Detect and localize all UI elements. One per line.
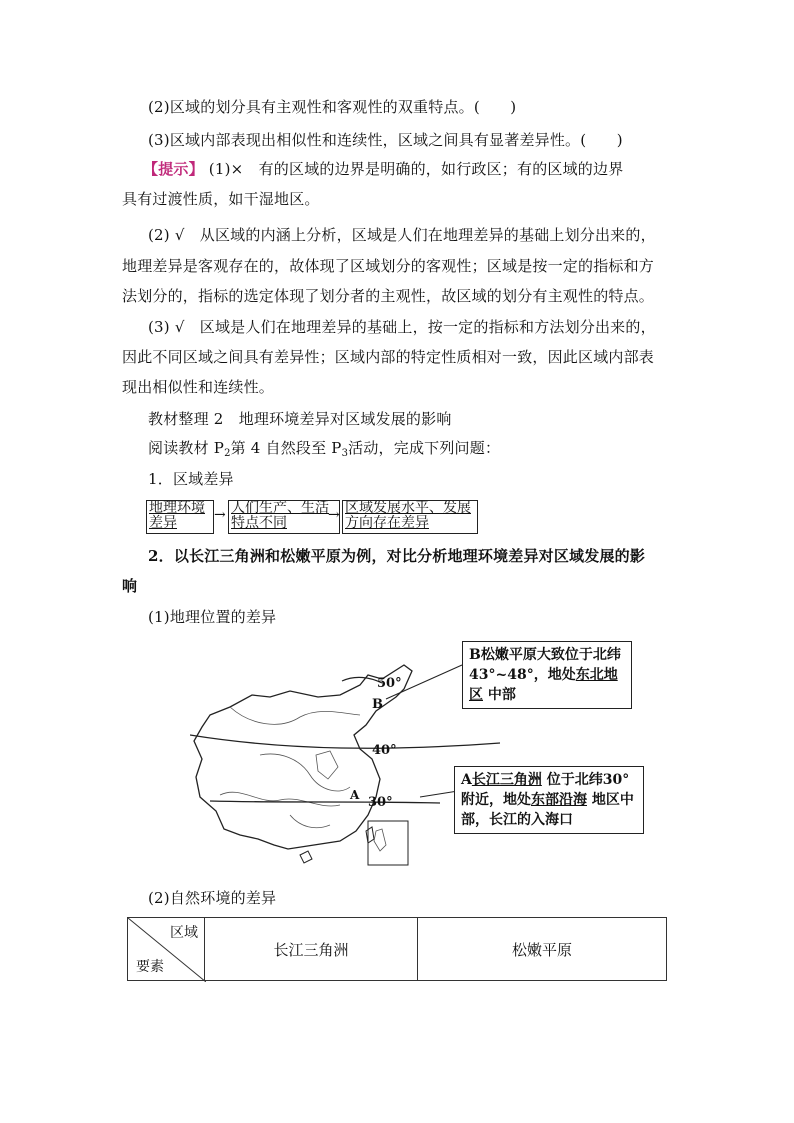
flow-box-environment: 地理环境差异 bbox=[146, 500, 214, 534]
marker-b-label: B bbox=[372, 697, 383, 712]
item-1-heading: 1．区域差异 bbox=[148, 470, 234, 488]
answer-2-line-3: 法划分的，指标的选定体现了划分者的主观性，故区域的划分有主观性的特点。 bbox=[122, 287, 655, 305]
answer-3-line-2: 因此不同区域之间具有差异性；区域内部的特定性质相对一致，因此区域内部表 bbox=[122, 348, 655, 366]
answer-1-line-2: 具有过渡性质，如干湿地区。 bbox=[122, 190, 320, 208]
latitude-40-label: 40° bbox=[372, 743, 397, 758]
answer-2-line-1: (2) √ 从区域的内涵上分析，区域是人们在地理差异的基础上划分出来的， bbox=[148, 226, 656, 244]
flow-arrow-1: → bbox=[214, 507, 226, 523]
question-3: (3)区域内部表现出相似性和连续性，区域之间具有显著差异性。( ) bbox=[148, 131, 623, 149]
latitude-50-label: 50° bbox=[377, 676, 402, 691]
latitude-30-label: 30° bbox=[368, 795, 393, 810]
callout-songnen-plain: B松嫩平原大致位于北纬43°~48°，地处东北地区 中部 bbox=[462, 641, 632, 709]
item-2-line-1: 2．以长江三角洲和松嫩平原为例，对比分析地理环境差异对区域发展的影 bbox=[148, 547, 646, 565]
answer-1-line-1 bbox=[143, 158, 623, 180]
table-corner-header bbox=[128, 918, 205, 981]
flow-box-development: 区域发展水平、发展方向存在差异 bbox=[342, 500, 478, 534]
answer-3-line-3: 现出相似性和连续性。 bbox=[122, 378, 275, 396]
section-heading: 教材整理 2 地理环境差异对区域发展的影响 bbox=[148, 410, 452, 428]
item-2-line-2: 响 bbox=[122, 577, 138, 595]
subheading-location: (1)地理位置的差异 bbox=[148, 608, 277, 626]
hint-tag: 【提示】 bbox=[143, 160, 204, 178]
flow-arrow-2: → bbox=[328, 507, 340, 523]
question-2: (2)区域的划分具有主观性和客观性的双重特点。( ) bbox=[148, 98, 517, 116]
comparison-table bbox=[127, 917, 667, 981]
flow-box-livelihood: 人们生产、生活特点不同 bbox=[228, 500, 340, 534]
corner-element-label: 要素 bbox=[136, 959, 164, 975]
corner-region-label: 区域 bbox=[170, 925, 198, 941]
answer-2-line-2: 地理差异是客观存在的，故体现了区域划分的客观性；区域是按一定的指标和方 bbox=[122, 257, 655, 275]
subheading-environment: (2)自然环境的差异 bbox=[148, 889, 277, 907]
answer-3-line-1: (3) √ 区域是人们在地理差异的基础上，按一定的指标和方法划分出来的， bbox=[148, 318, 656, 336]
table-header-yangtze-delta: 长江三角洲 bbox=[205, 918, 418, 981]
marker-a-label: A bbox=[350, 788, 360, 802]
table-header-songnen-plain: 松嫩平原 bbox=[418, 918, 667, 981]
callout-yangtze-delta: A长江三角洲 位于北纬30°附近，地处东部沿海 地区中部，长江的入海口 bbox=[454, 766, 644, 834]
reading-instruction: 阅读教材 $P_2$第 4 自然段至 $P_3$活动，完成下列问题： bbox=[148, 439, 501, 459]
answer-1-text: (1)× 有的区域的边界是明确的，如行政区；有的区域的边界 bbox=[208, 160, 624, 178]
